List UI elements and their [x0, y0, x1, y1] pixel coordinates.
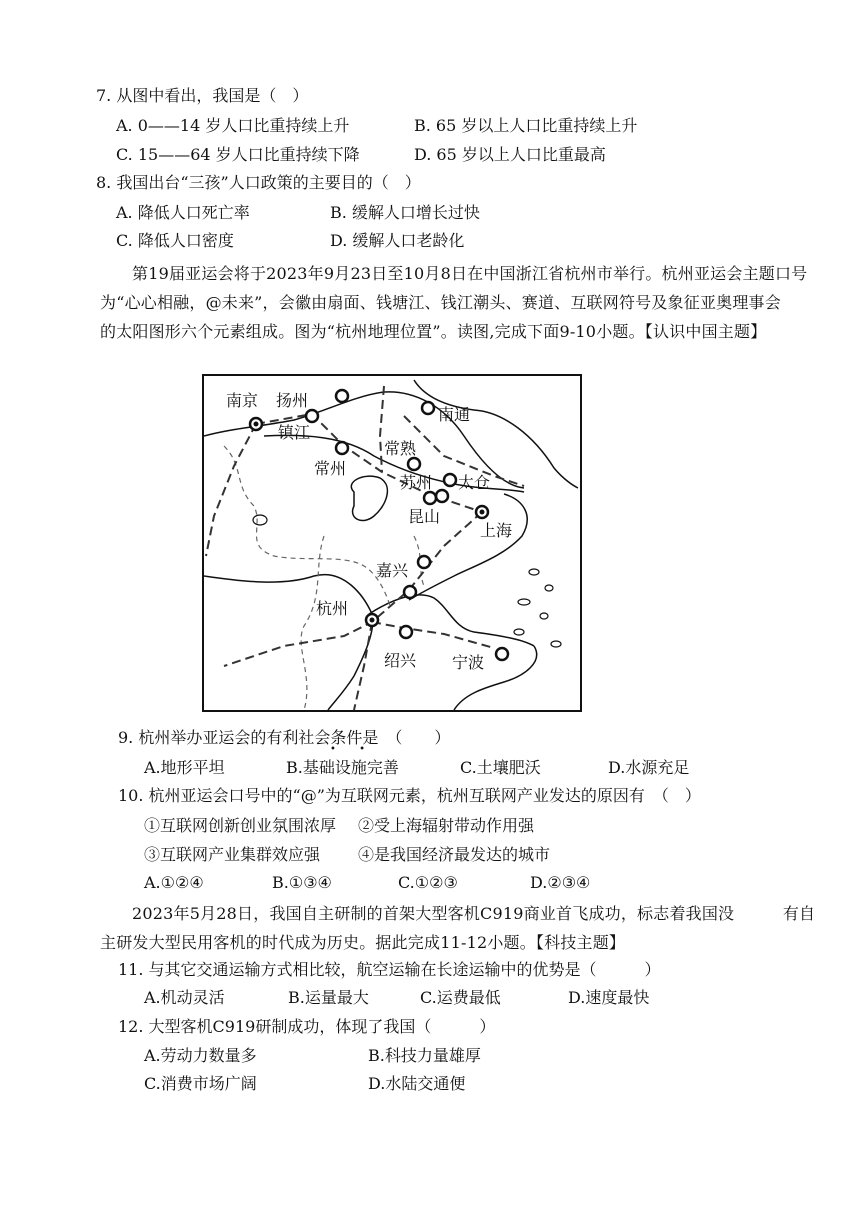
railway-line [354, 622, 372, 710]
hangzhou-location-map [202, 374, 582, 712]
question-11-option-a: A.机动灵活 [144, 988, 225, 1007]
city-label-hangzhou: 杭州 [316, 599, 349, 618]
passage-1-line-1: 第19届亚运会将于2023年9月23日至10月8日在中国浙江省杭州市举行。杭州亚运会主题口号 [132, 264, 808, 283]
province-border [301, 536, 324, 710]
island [518, 599, 530, 605]
city-marker-zhenjiang [306, 410, 318, 422]
question-10-stem: 10. 杭州亚运会口号中的“@”为互联网元素，杭州互联网产业发达的原因有 （ ） [118, 786, 701, 805]
question-8-option-d: D. 缓解人口老龄化 [330, 231, 465, 250]
passage-1-line-3: 的太阳图形六个元素组成。图为“杭州地理位置”。读图,完成下面9-10小题。【认识中国主题】 [100, 322, 767, 341]
question-8-option-c: C. 降低人口密度 [116, 231, 234, 250]
city-marker-nanjing-dot [254, 422, 259, 427]
question-9-option-c: C.土壤肥沃 [460, 758, 541, 777]
taihu-lake [351, 476, 387, 520]
island [514, 629, 524, 635]
railway-line [224, 512, 482, 666]
city-marker-yangzhou [336, 390, 348, 402]
city-label-nanjing: 南京 [226, 391, 259, 410]
question-7-option-b: B. 65 岁以上人口比重持续上升 [414, 116, 638, 135]
city-label-jiaxing: 嘉兴 [376, 561, 409, 580]
city-label-zhenjiang: 镇江 [278, 423, 311, 442]
question-10-item-2: ②受上海辐射带动作用强 [358, 816, 535, 835]
question-7-option-d: D. 65 岁以上人口比重最高 [414, 145, 606, 164]
question-11-stem: 11. 与其它交通运输方式相比较，航空运输在长途运输中的优势是（ ） [118, 960, 661, 979]
question-7-stem: 7. 从图中看出，我国是（ ） [96, 86, 309, 105]
question-12-stem: 12. 大型客机C919研制成功，体现了我国（ ） [118, 1017, 496, 1036]
emphasis-dots: • • [330, 744, 375, 755]
question-8-option-a: A. 降低人口死亡率 [116, 203, 250, 222]
island [540, 613, 548, 619]
question-9-option-a: A.地形平坦 [144, 758, 225, 777]
city-marker-changzhou [336, 442, 348, 454]
city-marker-taicang [444, 474, 456, 486]
question-7-option-c: C. 15——64 岁人口比重持续下降 [116, 145, 360, 164]
city-label-shanghai: 上海 [480, 521, 513, 540]
city-marker-hangzhou-dot [370, 618, 375, 623]
question-10-option-a: A.①②④ [144, 873, 204, 892]
question-12-option-b: B.科技力量雄厚 [368, 1046, 481, 1065]
city-label-taicang: 太仓 [458, 473, 491, 492]
city-marker-shanghai-dot [480, 510, 485, 515]
island [253, 515, 267, 525]
question-8-option-b: B. 缓解人口增长过快 [330, 203, 480, 222]
city-marker-changshu [408, 458, 420, 470]
question-11-option-b: B.运量最大 [288, 988, 369, 1007]
railway-line [372, 622, 494, 648]
city-marker-suzhou [424, 492, 436, 504]
island [545, 585, 553, 591]
question-10-item-1: ①互联网创新创业氛围浓厚 [144, 816, 337, 835]
question-12-option-d: D.水陆交通便 [368, 1074, 466, 1093]
question-9-stem: 9. 杭州举办亚运会的有利社会条件是 （ ） [118, 728, 451, 747]
railway-line [206, 424, 256, 556]
question-11-option-c: C.运费最低 [420, 988, 501, 1007]
question-9-option-b: B.基础设施完善 [286, 758, 399, 777]
question-8-stem: 8. 我国出台“三孩”人口政策的主要目的（ ） [96, 173, 421, 192]
question-9-option-d: D.水源充足 [608, 758, 690, 777]
city-marker-jiaxing [418, 556, 430, 568]
island [551, 641, 561, 647]
city-label-suzhou: 苏州 [400, 473, 433, 492]
passage-2-line-2: 主研发大型民用客机的时代成为历史。据此完成11-12小题。【科技主题】 [100, 933, 626, 952]
city-marker-kunshan [436, 490, 448, 502]
city-marker-ningbo [496, 648, 508, 660]
city-label-changshu: 常熟 [384, 439, 417, 458]
city-label-ningbo: 宁波 [452, 653, 485, 672]
railway-line [380, 386, 384, 472]
city-marker-haining [404, 586, 416, 598]
island [529, 569, 539, 575]
question-10-item-4: ④是我国经济最发达的城市 [358, 845, 551, 864]
question-10-option-c: C.①②③ [398, 873, 458, 892]
city-label-shaoxing: 绍兴 [384, 651, 417, 670]
question-10-option-d: D.②③④ [530, 873, 591, 892]
coastline-north [414, 380, 578, 488]
question-12-option-a: A.劳动力数量多 [144, 1046, 257, 1065]
map-svg [204, 376, 580, 710]
city-label-nantong: 南通 [438, 405, 471, 424]
passage-2-line-1: 2023年5月28日，我国自主研制的首架大型客机C919商业首飞成功，标志着我国没 有自 [132, 904, 816, 923]
city-label-changzhou: 常州 [314, 459, 347, 478]
question-12-option-c: C.消费市场广阔 [144, 1074, 257, 1093]
city-label-yangzhou: 扬州 [276, 391, 309, 410]
city-marker-nantong [422, 402, 434, 414]
city-marker-shaoxing [400, 626, 412, 638]
question-11-option-d: D.速度最快 [568, 988, 650, 1007]
city-label-kunshan: 昆山 [408, 507, 441, 526]
passage-1-line-2: 为“心心相融，@未来”，会徽由扇面、钱塘江、钱江潮头、赛道、互联网符号及象征亚奥理事会 [100, 293, 781, 312]
question-10-item-3: ③互联网产业集群效应强 [144, 845, 321, 864]
question-10-option-b: B.①③④ [272, 873, 332, 892]
question-7-option-a: A. 0——14 岁人口比重持续上升 [116, 116, 350, 135]
qiantang-river [204, 575, 373, 710]
